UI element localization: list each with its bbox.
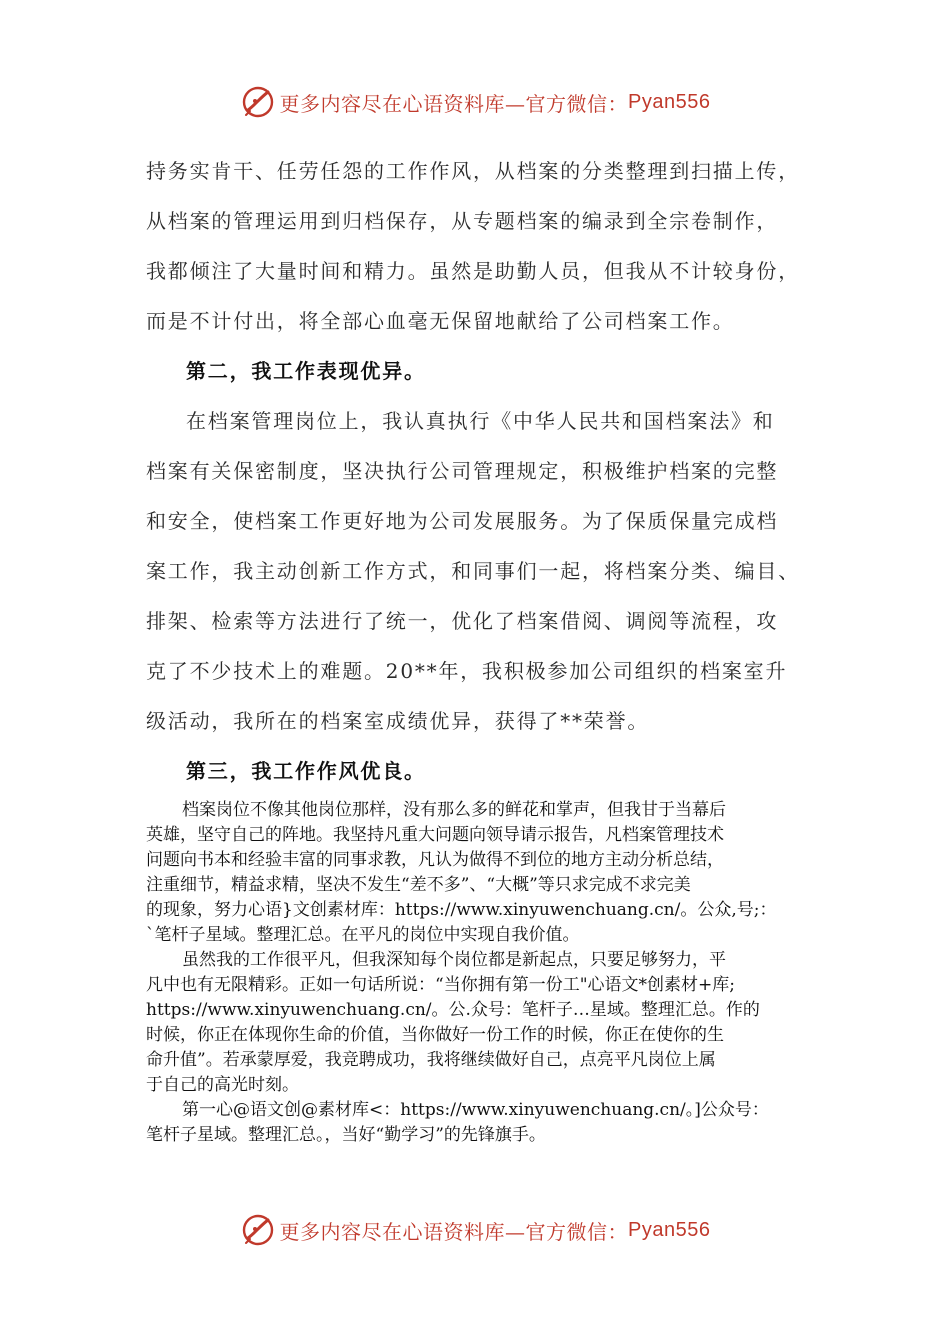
section-heading-3: 第三，我工作作风优良。 — [186, 759, 426, 783]
paragraph-line: 我都倾注了大量时间和精力。虽然是助勤人员，但我从不计较身份， — [146, 259, 800, 283]
section-heading-2: 第二，我工作表现优异。 — [186, 359, 426, 383]
paragraph-line: 从档案的管理运用到归档保存，从专题档案的编录到全宗卷制作， — [146, 209, 779, 233]
paragraph-line: 凡中也有无限精彩。正如一句话所说：“当你拥有第一份工"心语文*创素材+库; — [146, 975, 735, 995]
spaced-body — [146, 146, 816, 796]
paragraph-line: `笔杆子星域。整理汇总。在平凡的岗位中实现自我价值。 — [146, 925, 580, 945]
paragraph-line: 虽然我的工作很平凡，但我深知每个岗位都是新起点，只要足够努力，平 — [182, 950, 726, 970]
paragraph-line: 问题向书本和经验丰富的同事求教，凡认为做得不到位的地方主动分析总结， — [146, 850, 724, 870]
paragraph-line: 级活动，我所在的档案室成绩优异，获得了**荣誉。 — [146, 709, 650, 733]
paragraph-line: 第一心@语文创@素材库<：https://www.xinyuwenchuang.cn/。]公众号： — [182, 1100, 769, 1120]
paragraph-line: 时候，你正在体现你生命的价值，当你做好一份工作的时候，你正在使你的生 — [146, 1025, 724, 1045]
paragraph-line: https://www.xinyuwenchuang.cn/。公.众号：笔杆子…星域。整理汇总。作的 — [146, 1000, 760, 1020]
footer-banner — [0, 1210, 950, 1250]
banner-wechat-id: Pyan556 — [628, 1218, 711, 1241]
header-banner — [0, 82, 950, 122]
paragraph-line: 英雄，坚守自己的阵地。我坚持凡重大问题向领导请示报告，凡档案管理技术 — [146, 825, 724, 845]
paragraph-line: 于自己的高光时刻。 — [146, 1075, 299, 1095]
paragraph-line: 和安全，使档案工作更好地为公司发展服务。为了保质保量完成档 — [146, 509, 779, 533]
paragraph-line: 排架、检索等方法进行了统一，优化了档案借阅、调阅等流程，攻 — [146, 609, 779, 633]
banner-text: 更多内容尽在心语资料库—官方微信： — [279, 1219, 629, 1244]
dense-body — [146, 798, 810, 1148]
banner-wechat-id: Pyan556 — [628, 90, 711, 113]
paragraph-line: 而是不计付出，将全部心血毫无保留地献给了公司档案工作。 — [146, 309, 735, 333]
paragraph-line: 的现象，努力心语}文创素材库：https://www.xinyuwenchuang.cn/。公众,号;： — [146, 900, 777, 920]
paragraph-line: 克了不少技术上的难题。20**年，我积极参加公司组织的档案室升 — [146, 659, 788, 683]
pen-logo-icon — [240, 84, 276, 120]
paragraph-line: 案工作，我主动创新工作方式，和同事们一起，将档案分类、编目、 — [146, 559, 800, 583]
paragraph-line: 命升值”。若承蒙厚爱，我竞聘成功，我将继续做好自己，点亮平凡岗位上属 — [146, 1050, 716, 1070]
paragraph-line: 注重细节，精益求精，坚决不发生“差不多”、“大概”等只求完成不求完美 — [146, 875, 691, 895]
paragraph-line: 档案有关保密制度，坚决执行公司管理规定，积极维护档案的完整 — [146, 459, 779, 483]
paragraph-line: 档案岗位不像其他岗位那样，没有那么多的鲜花和掌声，但我甘于当幕后 — [182, 800, 726, 820]
pen-logo-icon — [240, 1212, 276, 1248]
paragraph-line: 在档案管理岗位上，我认真执行《中华人民共和国档案法》和 — [186, 409, 775, 433]
banner-text: 更多内容尽在心语资料库—官方微信： — [279, 91, 629, 116]
paragraph-line: 持务实肯干、任劳任怨的工作作风，从档案的分类整理到扫描上传， — [146, 159, 800, 183]
paragraph-line: 笔杆子星域。整理汇总。，当好“勤学习”的先锋旗手。 — [146, 1125, 546, 1145]
